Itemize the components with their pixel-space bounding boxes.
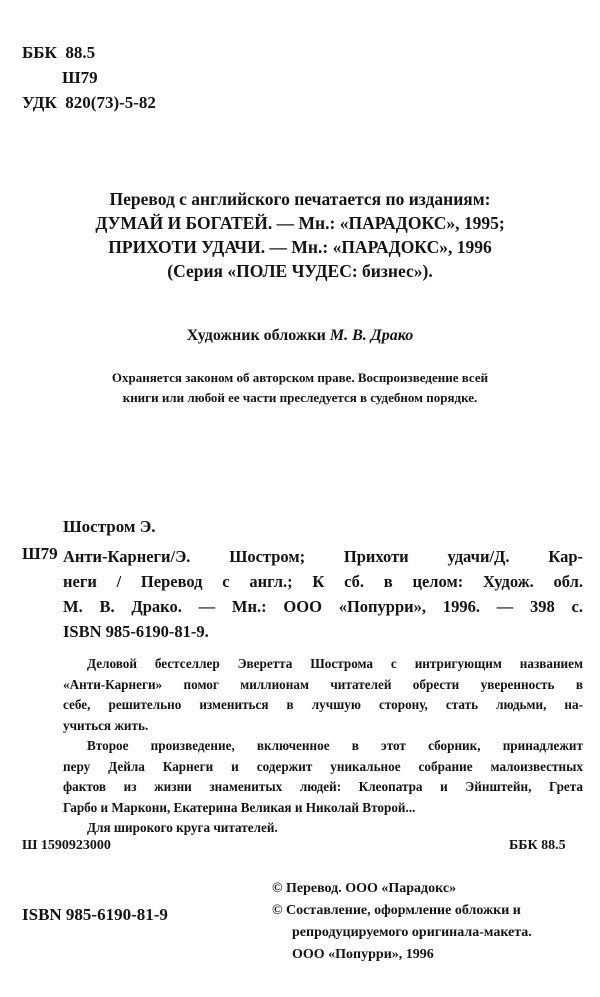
annotation-line: учиться жить. xyxy=(63,717,149,733)
rights-line: © Составление, оформление обложки и xyxy=(272,903,521,918)
catalog-isbn-line: ISBN 985-6190-81-9. xyxy=(63,622,209,641)
rights-line: ООО «Попурри», 1996 xyxy=(292,947,434,962)
rights-line: репродуцируемого оригинала-макета. xyxy=(292,925,532,940)
catalog-description xyxy=(63,544,583,644)
annotation-line: Второе произведение, включенное в этот сборник, принадлежит xyxy=(87,738,583,753)
annotation-line: «Анти-Карнеги» помог миллионам читателей обрести уверенность в xyxy=(63,676,583,692)
annotation-line: Гарбо и Маркони, Екатерина Великая и Николай Второй... xyxy=(63,799,416,815)
catalog-code: Ш79 xyxy=(22,544,58,563)
cover-artist-name: М. В. Драко xyxy=(329,327,414,344)
catalog-line: неги / Перевод с англ.; К сб. в целом: Худож. обл. xyxy=(63,572,583,591)
rights-block xyxy=(272,878,582,966)
catalog-line: Анти-Карнеги/Э. Шостром; Прихоти удачи/Д. Кар- xyxy=(63,547,583,566)
annotation-line: Для широкого круга читателей. xyxy=(87,820,278,835)
catalog-line: М. В. Драко. — Мн.: ООО «Попурри», 1996. — 398 с. xyxy=(63,597,583,616)
bbk-label: ББК xyxy=(22,43,57,62)
udk-value: 820(73)-5-82 xyxy=(65,93,156,112)
copyright-notice-line: Охраняется законом об авторском праве. Воспроизведение всей xyxy=(111,370,489,385)
translation-note-line: Перевод с английского печатается по изданиям: xyxy=(109,189,491,209)
annotation-line: себе, решительно измениться в лучшую сторону, стать людьми, на- xyxy=(63,697,583,712)
imprint-isbn: ISBN 985-6190-81-9 xyxy=(22,905,168,924)
translation-note xyxy=(20,187,580,283)
author-mark: Ш79 xyxy=(62,68,98,87)
translation-note-line: ПРИХОТИ УДАЧИ. — Мн.: «ПАРАДОКС», 1996 xyxy=(108,237,492,257)
bbk-value: 88.5 xyxy=(65,43,96,62)
udk-label: УДК xyxy=(22,93,57,112)
rights-line: © Перевод. ООО «Парадокс» xyxy=(272,881,457,896)
cover-artist-label: Художник обложки xyxy=(186,327,326,344)
translation-note-line: (Серия «ПОЛЕ ЧУДЕС: бизнес»). xyxy=(167,261,433,281)
bbk-footer: ББК 88.5 xyxy=(509,838,566,853)
annotation xyxy=(63,654,583,839)
copyright-notice xyxy=(40,368,560,408)
annotation-line: Деловой бестселлер Эверетта Шострома с интригующим названием xyxy=(87,656,583,671)
bbk-line xyxy=(22,40,95,65)
translation-note-line: ДУМАЙ И БОГАТЕЙ. — Мн.: «ПАРАДОКС», 1995; xyxy=(95,213,505,233)
annotation-line: перу Дейла Карнеги и содержит уникальное собрание малоизвестных xyxy=(63,758,583,774)
catalog-author: Шостром Э. xyxy=(63,517,156,536)
copyright-notice-line: книги или любой ее части преследуется в судебном порядке. xyxy=(122,390,478,405)
annotation-line: фактов из жизни знаменитых людей: Клеопатра и Эйнштейн, Грета xyxy=(63,779,583,794)
index-code: Ш 1590923000 xyxy=(22,838,111,853)
cover-artist xyxy=(0,327,600,345)
udk-line xyxy=(22,90,156,115)
